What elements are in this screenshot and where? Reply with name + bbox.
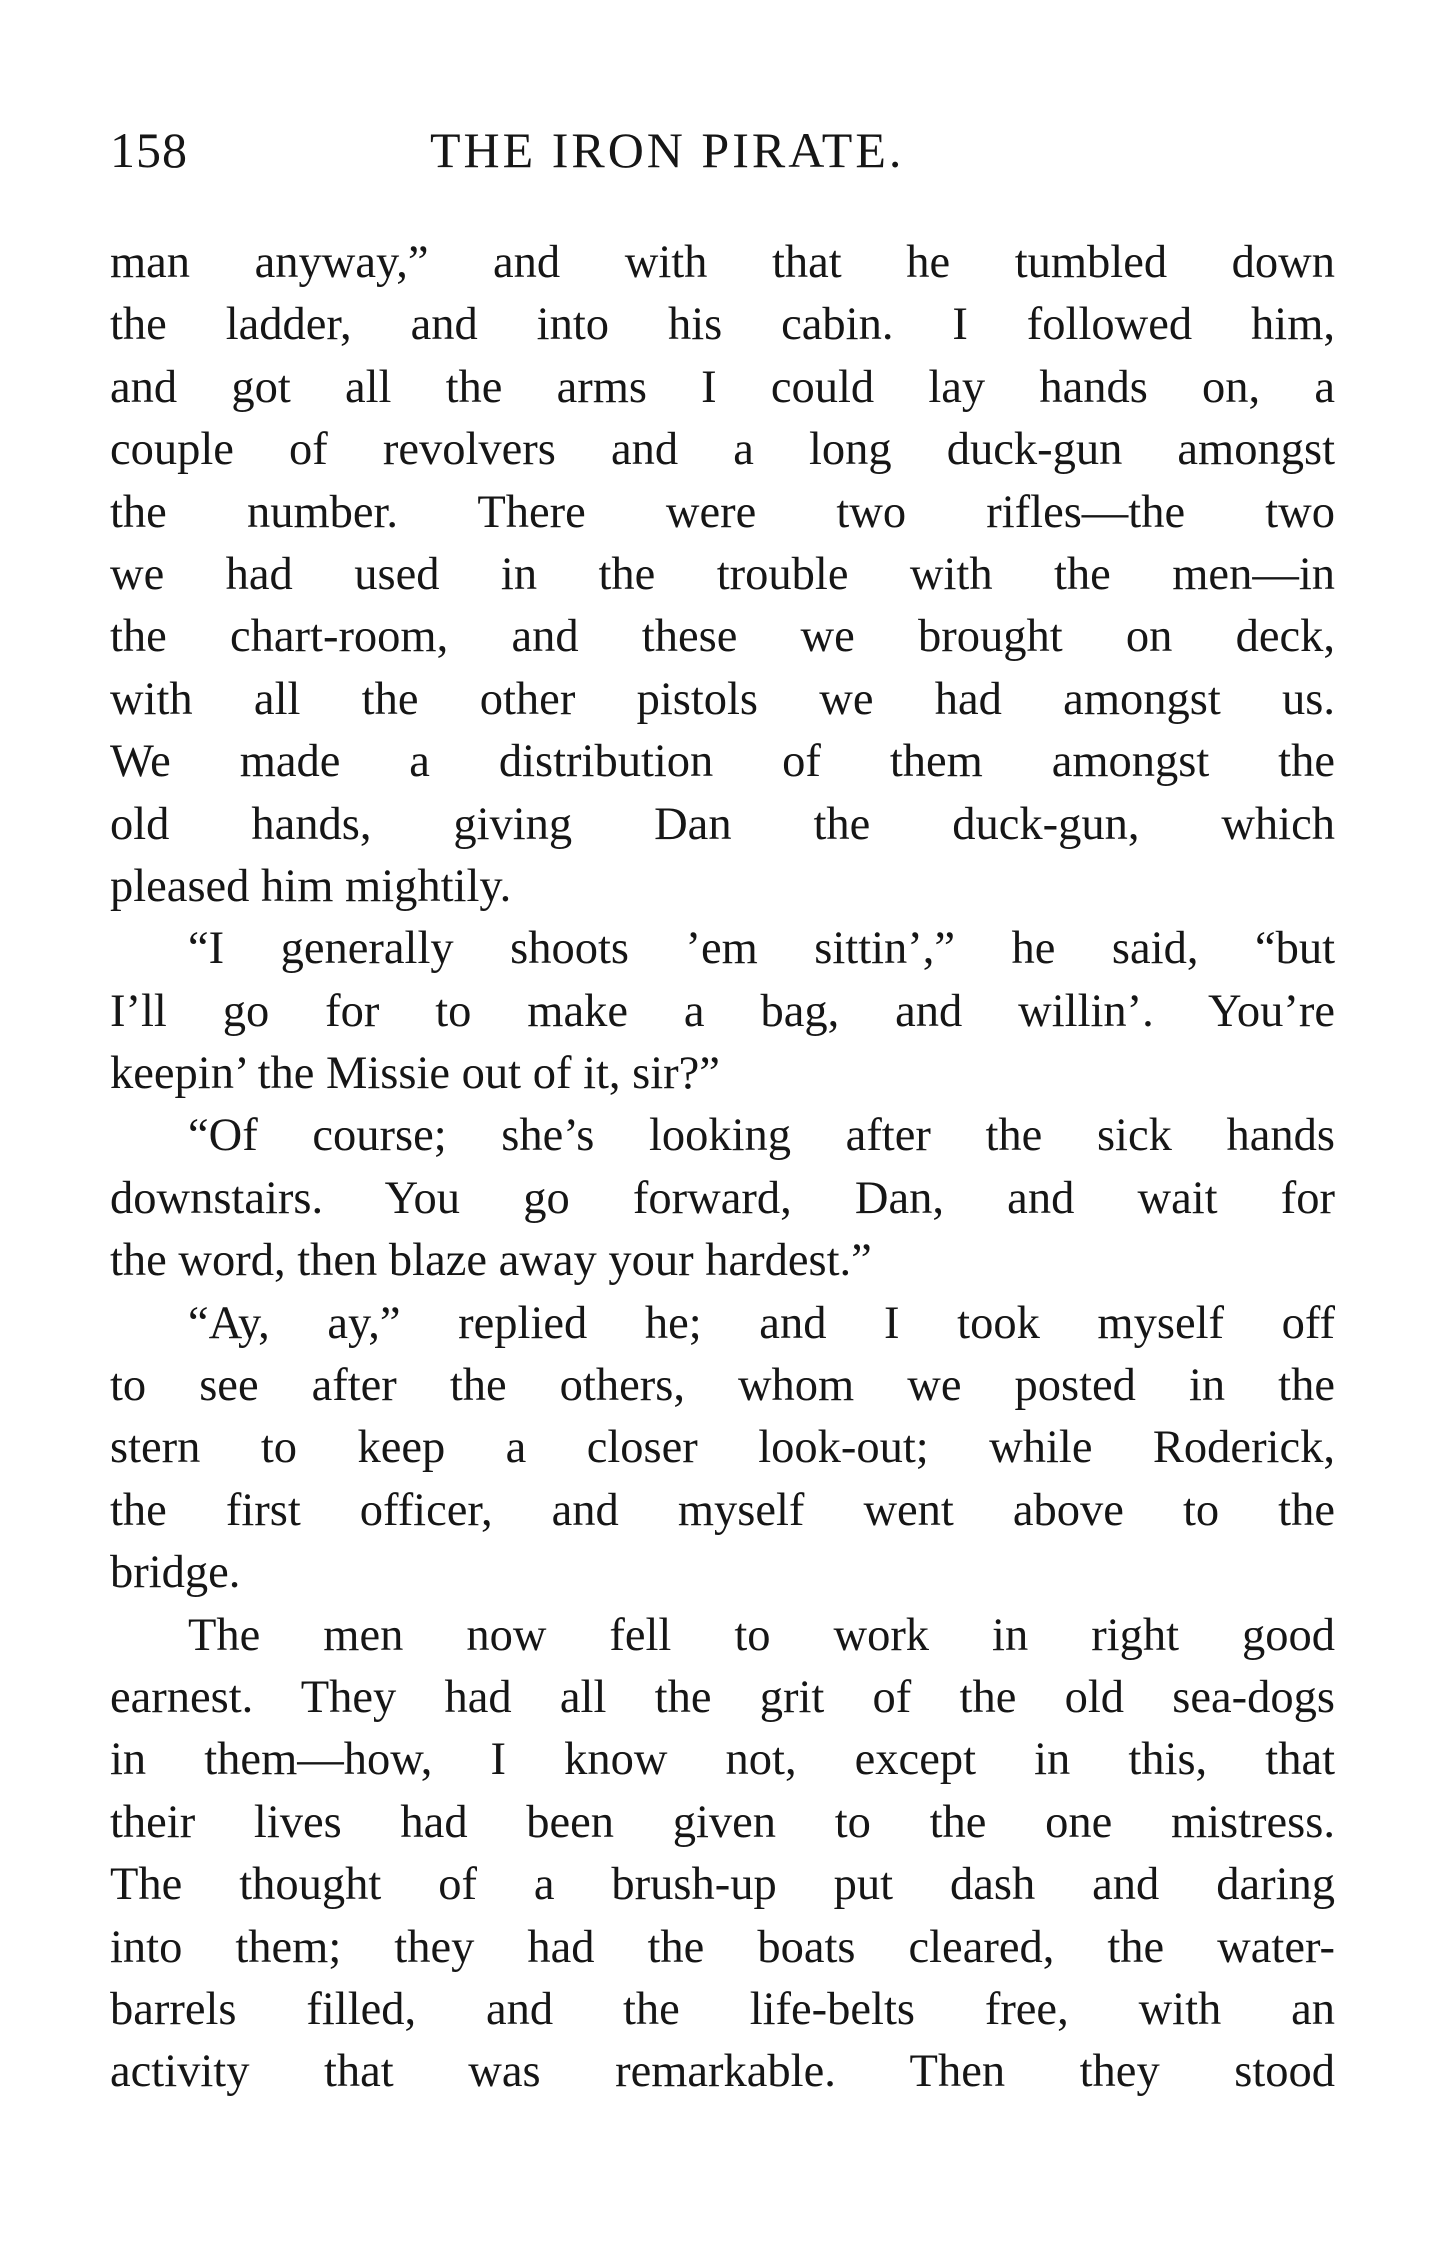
page-header [110, 115, 1335, 185]
running-title: THE IRON PIRATE. [430, 122, 905, 178]
text-line: “I generally shoots ’em sittin’,” he said, “but [188, 923, 1335, 975]
text-line: the ladder, and into his cabin. I followed him, [110, 299, 1335, 351]
text-line: the first officer, and myself went above to the [110, 1484, 1335, 1536]
text-line: the chart-room, and these we brought on deck, [110, 611, 1335, 663]
text-line: downstairs. You go forward, Dan, and wait for [110, 1172, 1335, 1224]
text-line: stern to keep a closer look-out; while Roderick, [110, 1422, 1335, 1474]
text-line: pleased him mightily. [110, 860, 512, 912]
text-line: activity that was remarkable. Then they stood [110, 2046, 1335, 2098]
text-line: the word, then blaze away your hardest.” [110, 1235, 872, 1287]
text-line: earnest. They had all the grit of the old sea-dogs [110, 1671, 1335, 1723]
text-line: The men now fell to work in right good [188, 1609, 1335, 1661]
text-line: into them; they had the boats cleared, the water- [110, 1921, 1335, 1973]
text-line: the number. There were two rifles—the two [110, 486, 1335, 538]
text-line: The thought of a brush-up put dash and daring [110, 1859, 1335, 1911]
text-line: We made a distribution of them amongst the [110, 736, 1335, 788]
text-line: in them—how, I know not, except in this, that [110, 1734, 1335, 1786]
body-text [110, 232, 1335, 2104]
text-line: keepin’ the Missie out of it, sir?” [110, 1048, 720, 1100]
text-line: old hands, giving Dan the duck-gun, which [110, 798, 1335, 850]
page-number: 158 [110, 122, 188, 178]
text-line: couple of revolvers and a long duck-gun amongst [110, 424, 1335, 476]
text-line: bridge. [110, 1547, 241, 1599]
text-line: with all the other pistols we had amongst us. [110, 673, 1335, 725]
text-line: I’ll go for to make a bag, and willin’. You’re [110, 985, 1335, 1037]
text-line: to see after the others, whom we posted in the [110, 1360, 1335, 1412]
text-line: “Ay, ay,” replied he; and I took myself off [188, 1297, 1335, 1349]
text-line: man anyway,” and with that he tumbled down [110, 237, 1335, 288]
text-line: and got all the arms I could lay hands on, a [110, 361, 1335, 413]
text-line: barrels filled, and the life-belts free, with an [110, 1983, 1335, 2035]
text-line: we had used in the trouble with the men—in [110, 548, 1335, 600]
text-line: their lives had been given to the one mistress. [110, 1796, 1335, 1848]
text-line: “Of course; she’s looking after the sick hands [188, 1110, 1335, 1162]
